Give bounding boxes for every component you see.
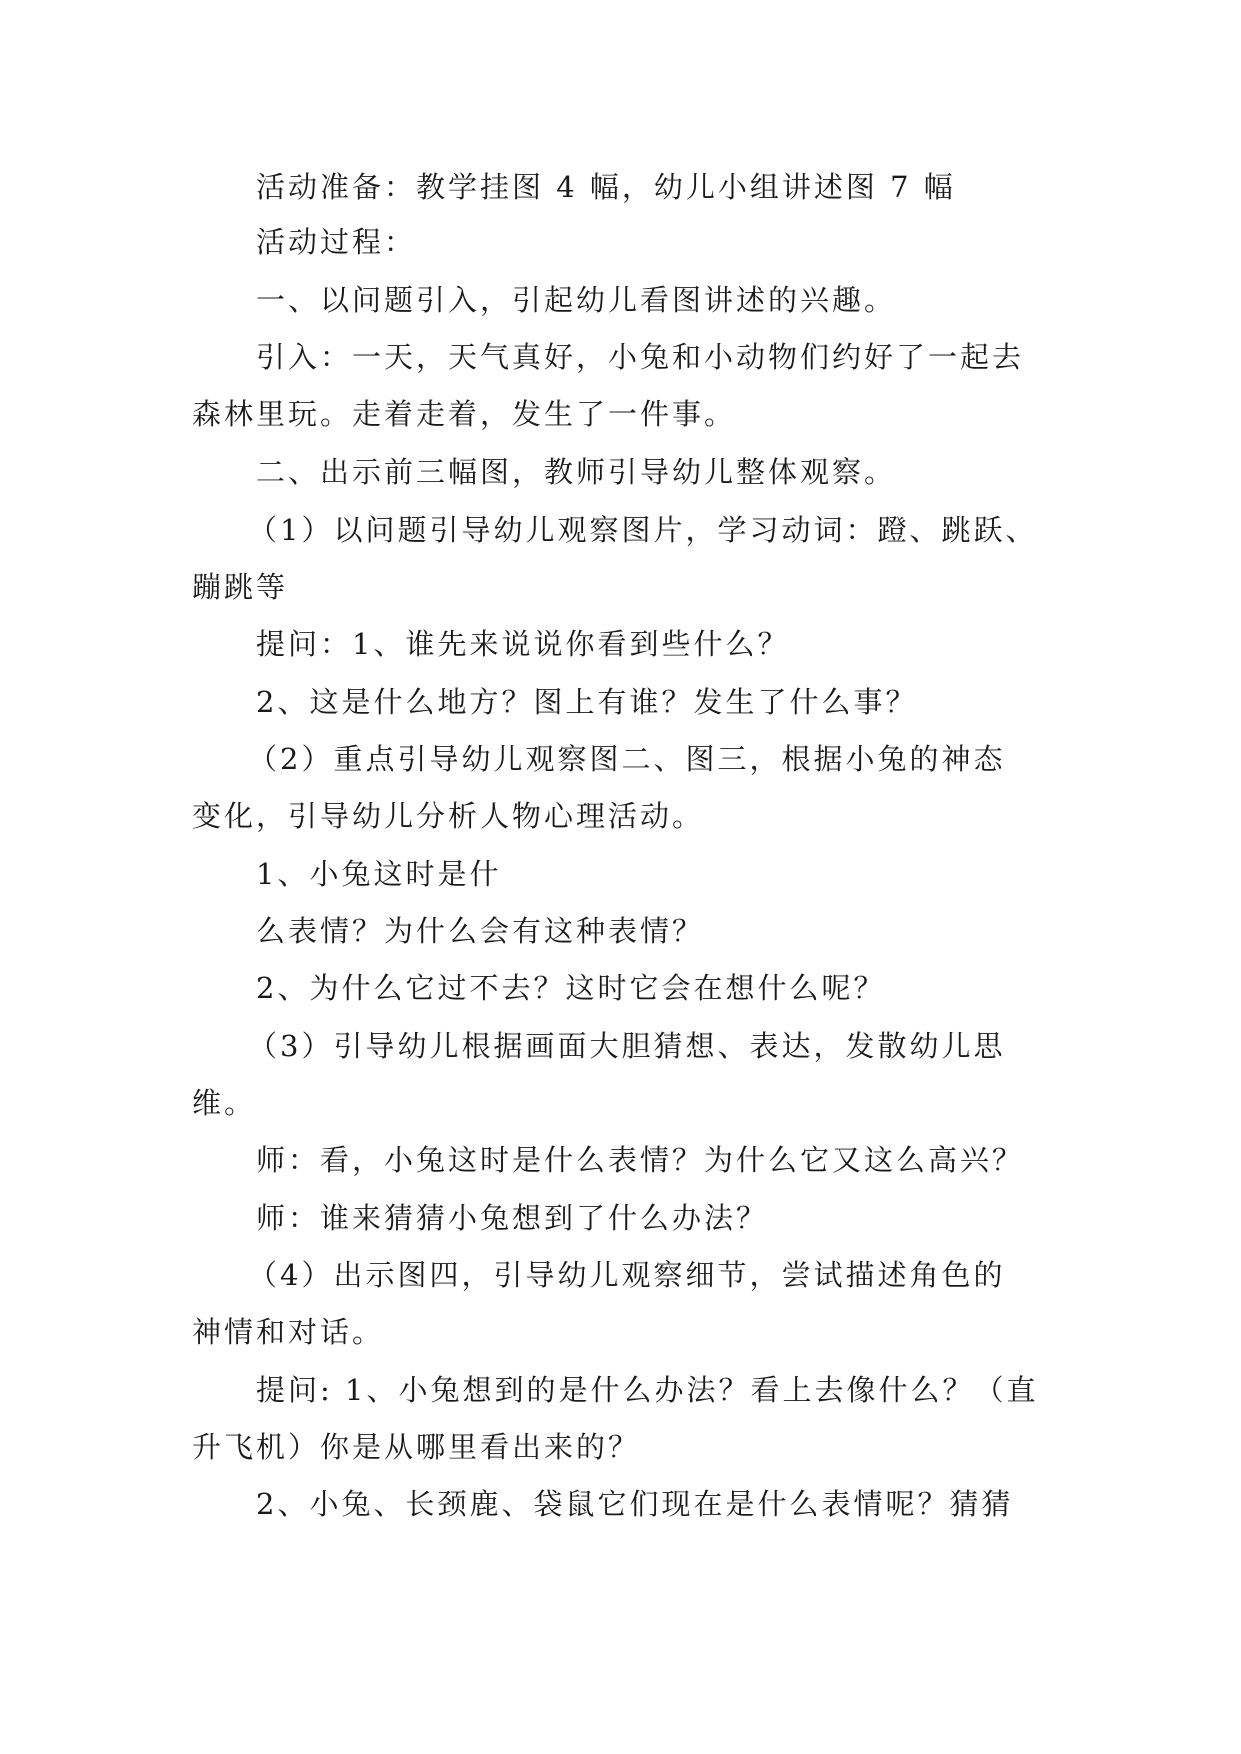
text-line: 二、出示前三幅图，教师引导幼儿整体观察。: [256, 455, 897, 489]
text-line: 2、为什么它过不去？这时它会在想什么呢？: [256, 971, 886, 1005]
text-line: 师：谁来猜猜小兔想到了什么办法？: [256, 1201, 769, 1235]
text-line: 一、以问题引入，引起幼儿看图讲述的兴趣。: [256, 283, 897, 317]
text-line: （1）以问题引导幼儿观察图片，学习动词：蹬、跳跃、: [248, 513, 1038, 547]
text-line: 引入：一天，天气真好，小兔和小动物们约好了一起去: [256, 340, 1025, 374]
text-line: 森林里玩。走着走着，发生了一件事。: [192, 397, 737, 431]
text-line: 蹦跳等: [192, 570, 289, 604]
text-line: 变化，引导幼儿分析人物心理活动。: [192, 799, 705, 833]
text-line: 2、小兔、长颈鹿、袋鼠它们现在是什么表情呢？猜猜: [256, 1487, 1014, 1521]
text-line: 师：看，小兔这时是什么表情？为什么它又这么高兴？: [256, 1143, 1025, 1177]
text-line: （2）重点引导幼儿观察图二、图三，根据小兔的神态: [248, 742, 1006, 776]
text-line: 升飞机）你是从哪里看出来的？: [192, 1430, 641, 1464]
text-line: 么表情？为什么会有这种表情？: [256, 914, 705, 948]
text-line: 活动准备：教学挂图 4 幅，幼儿小组讲述图 7 幅: [256, 170, 956, 204]
text-line: 活动过程：: [256, 225, 417, 259]
text-line: 1、小兔这时是什: [256, 857, 502, 891]
text-line: （3）引导幼儿根据画面大胆猜想、表达，发散幼儿思: [248, 1029, 1006, 1063]
text-line: 提问：1、谁先来说说你看到些什么？: [256, 627, 790, 661]
text-line: 维。: [192, 1086, 257, 1120]
text-line: 2、这是什么地方？图上有谁？发生了什么事？: [256, 685, 918, 719]
text-line: 提问: 1、小兔想到的是什么办法？看上去像什么？（直: [256, 1373, 1039, 1407]
text-line: （4）出示图四，引导幼儿观察细节，尝试描述角色的: [248, 1258, 1006, 1292]
text-line: 神情和对话。: [192, 1315, 385, 1349]
